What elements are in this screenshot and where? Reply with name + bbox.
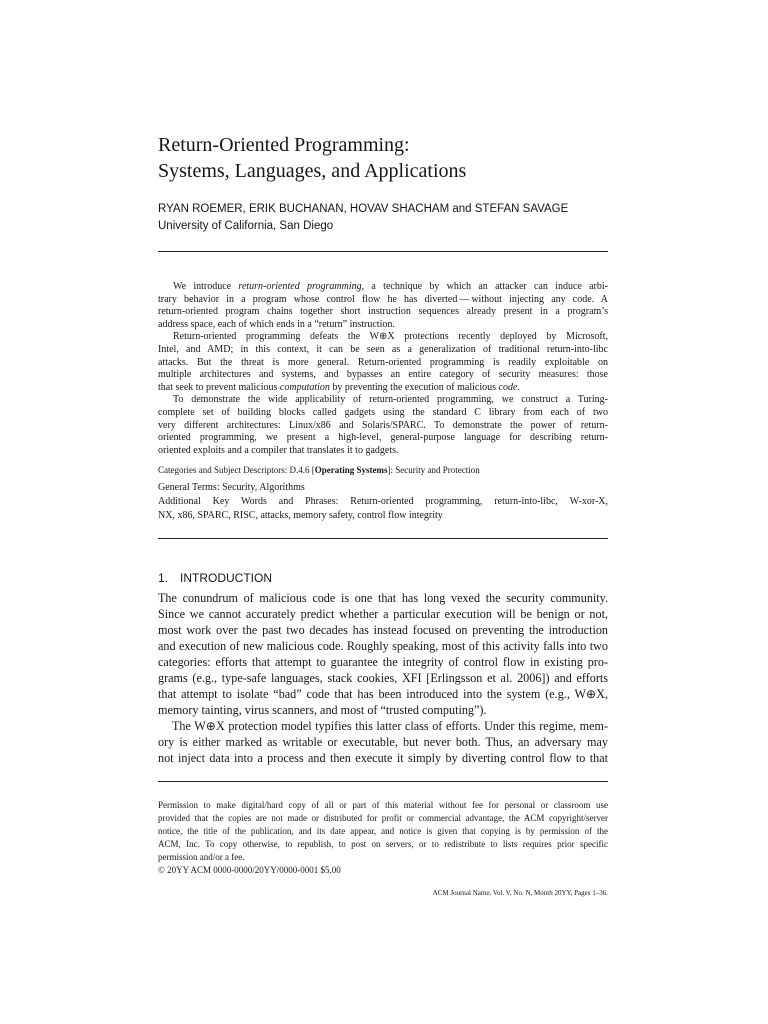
abstract-line: Intel, and AMD; in this context, it can be seen as a generalization of traditional return-into-libc [158, 343, 608, 355]
terms-block [158, 481, 608, 523]
permission-footnote [158, 799, 608, 877]
paper-title [158, 132, 608, 184]
abstract-text: by preventing the execution of malicious [329, 381, 499, 393]
category-name: Operating Systems [314, 465, 388, 475]
abstract-paragraph [158, 394, 608, 457]
body-line: grams (e.g., type-safe languages, stack cookies, XFI [Erlingsson et al. 2006]) and efforts [158, 671, 608, 685]
abstract-line: address space, each of which ends in a “return” instruction. [158, 318, 395, 330]
emphasized-term: code [498, 381, 518, 393]
body-paragraph [158, 718, 608, 766]
abstract-line: complete set of building blocks called gadgets using the standard C library from each of two [158, 406, 608, 418]
categories-text: ]: Security and Protection [387, 465, 480, 475]
body-line: Since we cannot accurately predict whether a particular execution will be benign or not, [158, 607, 608, 621]
categories-line [158, 464, 608, 476]
emphasized-term: computation [279, 381, 330, 393]
abstract-line [158, 281, 608, 294]
keywords-line: NX, x86, SPARC, RISC, attacks, memory safety, control flow integrity [158, 510, 443, 521]
abstract-paragraph [158, 331, 608, 394]
section-heading [158, 570, 608, 586]
abstract [158, 281, 608, 457]
abstract-text: . [517, 381, 520, 393]
copyright-line: © 20YY ACM 0000-0000/20YY/0000-0001 $5.00 [158, 865, 341, 875]
section-number: 1. [158, 571, 169, 585]
abstract-line: attacks. But the threat is more general. Return-oriented programming is readily exploitable on [158, 356, 608, 368]
abstract-line [158, 382, 608, 395]
body-line: categories: efforts that attempt to guarantee the integrity of control flow in existing pro- [158, 655, 608, 669]
horizontal-rule [158, 251, 608, 252]
footnote-line: ACM, Inc. To copy otherwise, to republish, to post on servers, or to redistribute to lists requires prior specific [158, 839, 608, 849]
abstract-text: , a technique by which an attacker can induce arbi- [361, 281, 608, 292]
emphasized-term: return-oriented programming [238, 281, 362, 292]
body-line: The W⊕X protection model typifies this latter class of efforts. Under this regime, mem- [172, 719, 608, 733]
abstract-line: multiple architectures and systems, and bypasses an entire category of security measures: those [158, 369, 608, 381]
author-block [158, 201, 608, 235]
abstract-line: oriented exploits and a compiler that translates it to gadgets. [158, 444, 399, 456]
title-line: Systems, Languages, and Applications [158, 160, 467, 182]
author-list: RYAN ROEMER, ERIK BUCHANAN, HOVAV SHACHAM and STEFAN SAVAGE [158, 203, 569, 215]
section-body [158, 590, 608, 766]
body-line: most work over the past two decades has instead focused on preventing the introduction [158, 623, 608, 637]
categories-text: Categories and Subject Descriptors: D.4.6 [ [158, 465, 315, 475]
affiliation: University of California, San Diego [158, 220, 334, 232]
abstract-text: We introduce [173, 281, 239, 292]
body-line: ory is either marked as writable or executable, but never both. Thus, an adversary may [158, 735, 608, 749]
footnote-line: provided that the copies are not made or distributed for profit or commercial advantage, the ACM copyright/server [158, 813, 608, 823]
journal-citation: ACM Journal Name, Vol. V, No. N, Month 20YY, Pages 1–36. [432, 889, 608, 897]
abstract-line: To demonstrate the wide applicability of return-oriented programming, we construct a Turing- [173, 394, 608, 406]
body-line: The conundrum of malicious code is one that has long vexed the security community. [158, 591, 608, 605]
abstract-line: oriented programming, we present a high-level, general-purpose language for describing return- [158, 432, 608, 444]
abstract-line: very different architectures: Linux/x86 and Solaris/SPARC. To demonstrate the power of return- [158, 419, 608, 431]
section-title: INTRODUCTION [180, 571, 273, 585]
footnote-line: permission and/or a fee. [158, 852, 245, 862]
abstract-line: Return-oriented programming defeats the W⊕X protections recently deployed by Microsoft, [173, 331, 608, 343]
body-line: memory tainting, virus scanners, and most of “trusted computing”). [158, 703, 487, 717]
footnote-rule [158, 781, 608, 782]
abstract-paragraph [158, 281, 608, 331]
body-line: not inject data into a process and then execute it simply by diverting control flow to that [158, 751, 608, 765]
horizontal-rule [158, 538, 608, 539]
section-heading-line [158, 570, 608, 586]
journal-footer [158, 888, 608, 898]
body-line: that attempt to isolate “bad” code that has been introduced into the system (e.g., W⊕X, [158, 687, 608, 701]
subject-descriptors [158, 464, 608, 476]
footnote-line: notice, the title of the publication, and its date appear, and notice is given that copying is by permission of the [158, 826, 608, 836]
keywords-line: Additional Key Words and Phrases: Return-oriented programming, return-into-libc, W-xor-X, [158, 496, 608, 507]
abstract-line: return-oriented program chains together short instruction sequences already present in a program’s [158, 306, 608, 318]
body-paragraph [158, 590, 608, 718]
abstract-line: trary behavior in a program whose control flow he has diverted — without injecting any code. A [158, 293, 608, 305]
abstract-text: that seek to prevent malicious [158, 381, 280, 393]
general-terms: General Terms: Security, Algorithms [158, 482, 305, 493]
body-line: and execution of new malicious code. Roughly speaking, most of this activity falls into two [158, 639, 608, 653]
footnote-line: Permission to make digital/hard copy of all or part of this material without fee for personal or classroom use [158, 800, 608, 810]
title-line: Return-Oriented Programming: [158, 134, 410, 156]
